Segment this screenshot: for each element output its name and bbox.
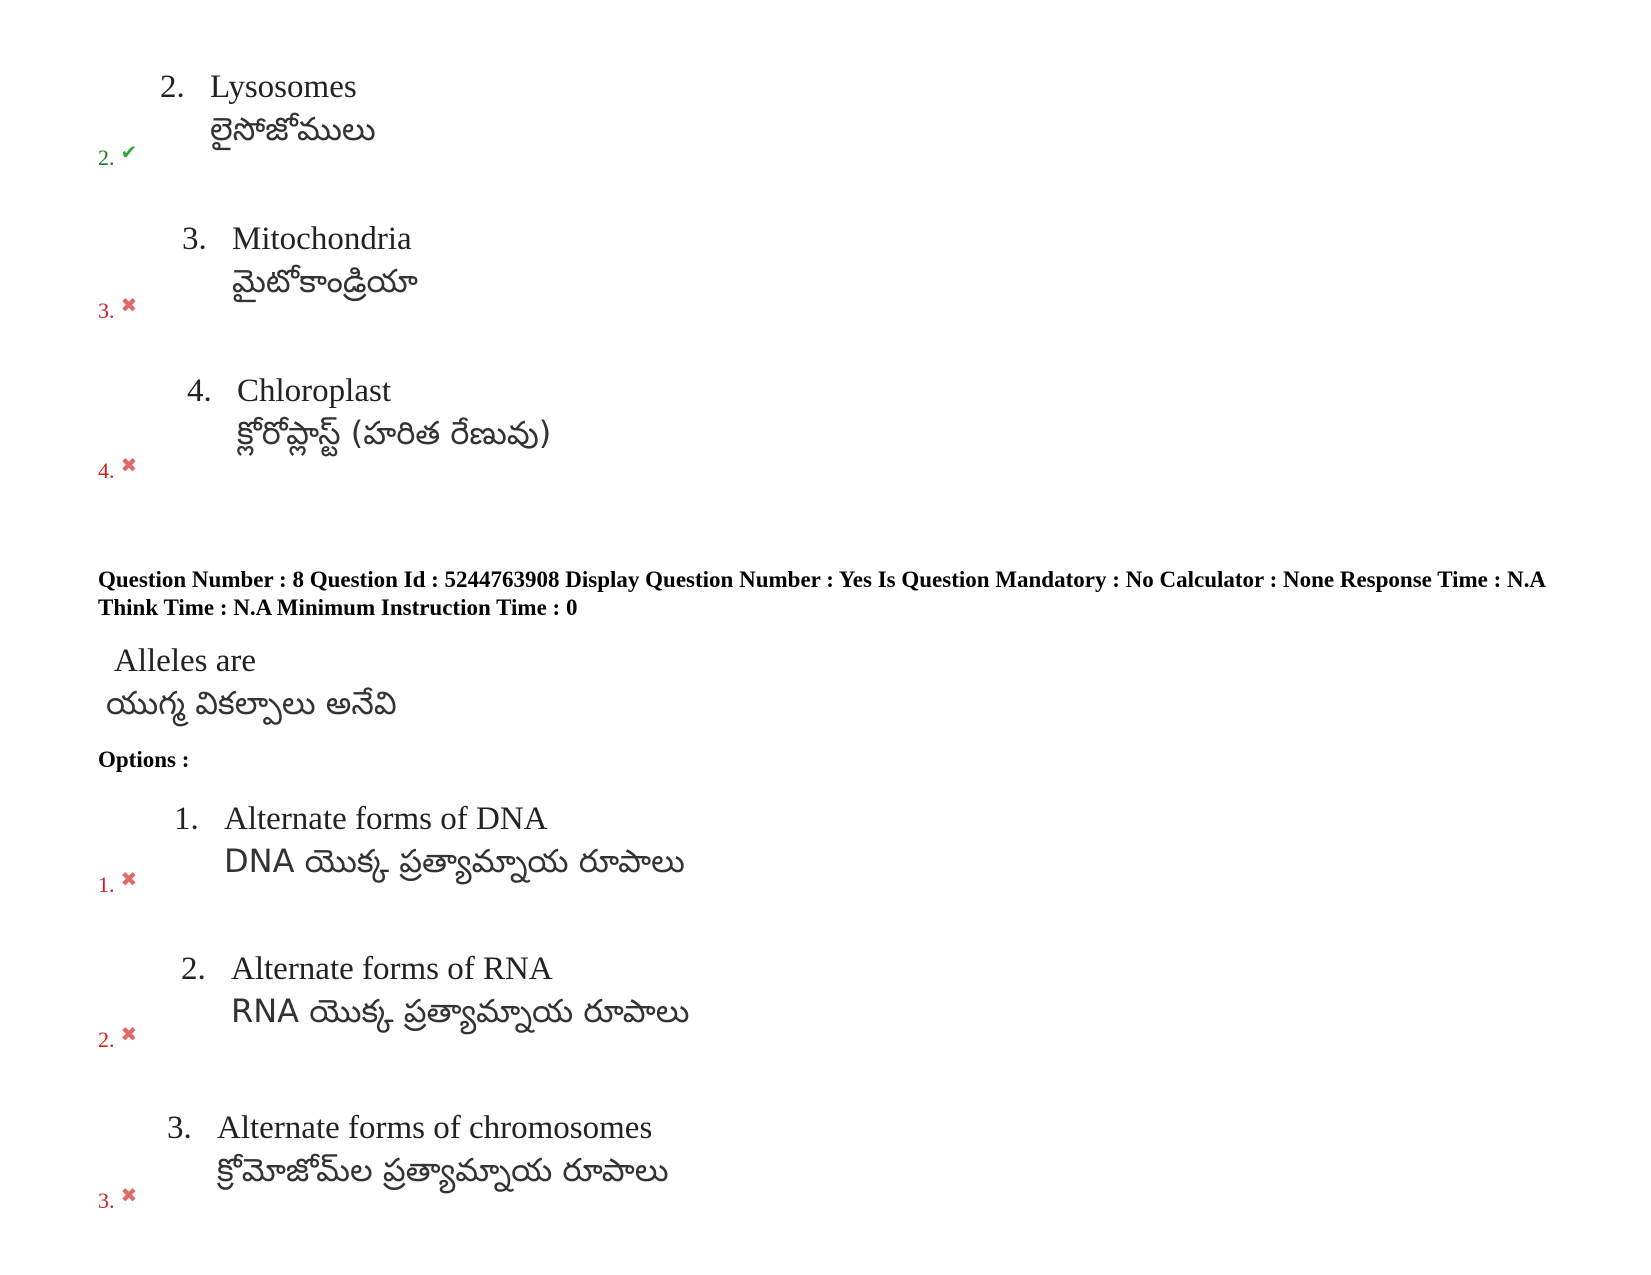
option-text-telugu: క్లోరోప్లాస్ట్ (హరిత రేణువు) — [237, 413, 552, 452]
option-image-rna — [181, 948, 689, 1032]
answer-marker-wrong — [98, 293, 138, 324]
cross-icon: ✖ — [120, 1022, 138, 1046]
option-number: 4. — [187, 373, 212, 409]
option-text-telugu: మైటోకాండ్రియా — [232, 261, 418, 300]
option-text-telugu: లైసోజోములు — [210, 109, 376, 148]
option-number: 3. — [182, 221, 207, 257]
answer-marker-wrong — [98, 867, 138, 898]
question-meta: Question Number : 8 Question Id : 5244763908 Display Question Number : Yes Is Question Mandatory : No Calculator : None Response Time : N.A Think Time : N.A Minimum Instruction Time : 0 — [98, 567, 1545, 620]
option-text-english: Alternate forms of DNA — [224, 801, 548, 837]
option-number: 1. — [174, 801, 199, 837]
option-image-lysosomes — [160, 66, 376, 150]
question-text-telugu: యుగ్మ వికల్పాలు అనేవి — [106, 683, 397, 722]
option-image-chloroplast — [187, 370, 551, 454]
options-label: Options : — [98, 747, 190, 772]
option-image-mitochondria — [182, 218, 418, 302]
checkmark-icon: ✔ — [120, 140, 138, 164]
option-text-telugu: RNA యొక్క ప్రత్యామ్నాయ రూపాలు — [231, 991, 690, 1030]
option-text-english: Alternate forms of chromosomes — [217, 1110, 653, 1146]
cross-icon: ✖ — [120, 1183, 138, 1207]
marker-number: 3. — [98, 1188, 115, 1213]
marker-number: 3. — [98, 298, 115, 323]
marker-number: 1. — [98, 872, 115, 897]
option-image-dna — [174, 798, 685, 882]
option-text-english: Chloroplast — [237, 373, 391, 409]
marker-number: 2. — [98, 145, 115, 170]
option-image-chromosomes — [167, 1107, 669, 1191]
option-text-telugu: క్రోమోజోమ్‌ల ప్రత్యామ్నాయ రూపాలు — [217, 1150, 669, 1189]
answer-marker-wrong — [98, 453, 138, 484]
cross-icon: ✖ — [120, 867, 138, 891]
answer-marker-wrong — [98, 1183, 138, 1214]
option-text-english: Alternate forms of RNA — [231, 951, 553, 987]
answer-marker-correct — [98, 140, 138, 171]
option-number: 2. — [160, 69, 185, 105]
option-text-english: Lysosomes — [210, 69, 357, 105]
question-image — [106, 640, 397, 724]
option-text-english: Mitochondria — [232, 221, 412, 257]
answer-marker-wrong — [98, 1022, 138, 1053]
option-number: 3. — [167, 1110, 192, 1146]
cross-icon: ✖ — [120, 293, 138, 317]
marker-number: 2. — [98, 1027, 115, 1052]
question-text-english: Alleles are — [114, 643, 257, 679]
option-text-telugu: DNA యొక్క ప్రత్యామ్నాయ రూపాలు — [224, 841, 685, 880]
cross-icon: ✖ — [120, 453, 138, 477]
marker-number: 4. — [98, 458, 115, 483]
option-number: 2. — [181, 951, 206, 987]
